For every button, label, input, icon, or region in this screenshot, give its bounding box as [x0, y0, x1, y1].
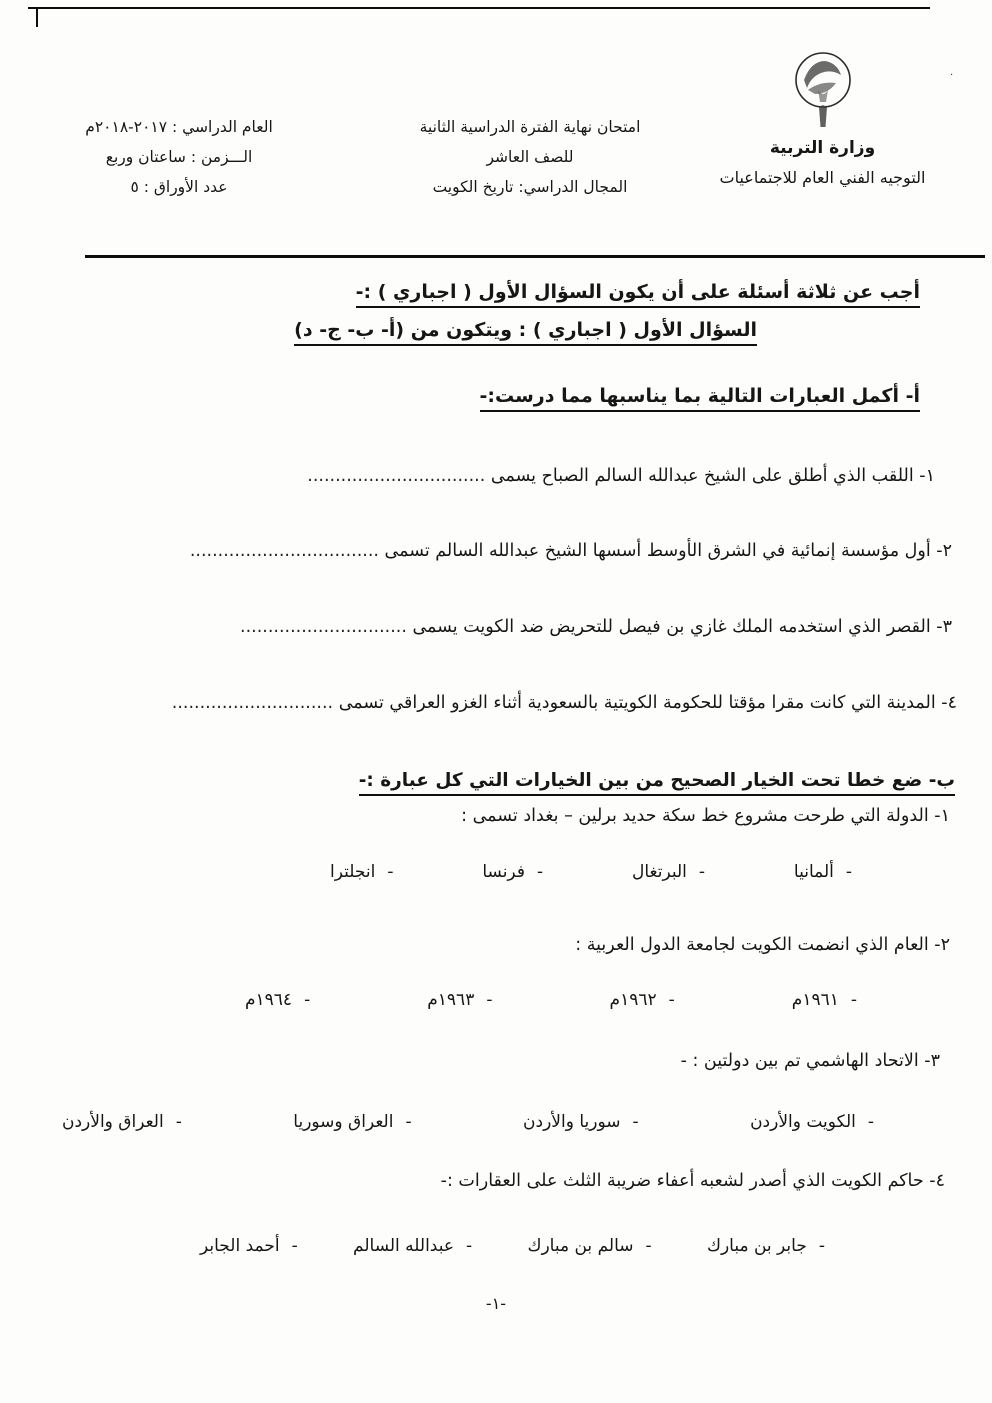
fill-question-3-blank: ..............................: [240, 617, 407, 637]
fill-question-4: [172, 693, 957, 713]
option: [610, 990, 675, 1010]
option: [527, 1236, 651, 1256]
exam-subject: المجال الدراسي: تاريخ الكويت: [432, 178, 628, 197]
option: [794, 862, 852, 882]
option-dash: -: [845, 862, 852, 882]
option-dash: -: [818, 1236, 825, 1256]
fill-question-2-blank: ..................................: [189, 541, 379, 561]
choice-question-3-options: [62, 1112, 874, 1132]
option: [523, 1112, 639, 1132]
sheet-count: عدد الأوراق : ٥: [130, 178, 228, 197]
exam-grade: للصف العاشر: [486, 148, 574, 167]
fill-question-2: [190, 541, 952, 561]
section-a-heading: أ- أكمل العبارات التالية بما يناسبها مما درست:-: [480, 385, 920, 412]
option-dash: -: [387, 862, 394, 882]
page-number: -١-: [485, 1294, 507, 1313]
option-label: انجلترا: [330, 862, 376, 882]
option-label: ١٩٦١م: [791, 990, 839, 1010]
fill-question-1-text: ١- اللقب الذي أطلق على الشيخ عبدالله السالم الصباح يسمى: [485, 466, 935, 486]
option-dash: -: [536, 862, 544, 882]
option-label: أحمد الجابر: [200, 1236, 280, 1256]
kuwait-emblem-logo: [792, 50, 854, 132]
option-label: سوريا والأردن: [523, 1112, 621, 1132]
fill-question-1: [307, 466, 935, 486]
option-label: سالم بن مبارك: [527, 1236, 634, 1256]
header-exam-block: [385, 112, 675, 203]
top-border-tick: [36, 7, 38, 27]
choice-question-4-text: ٤- حاكم الكويت الذي أصدر لشعبه أعفاء ضريبة الثلث على العقارات :-: [440, 1171, 945, 1191]
exam-title: امتحان نهاية الفترة الدراسية الثانية: [419, 118, 641, 136]
option: [62, 1112, 182, 1132]
fill-question-3: [240, 617, 952, 637]
option-label: البرتغال: [631, 862, 687, 882]
choice-question-1-options: [330, 862, 852, 882]
top-border-line: [28, 7, 930, 9]
option-label: العراق وسوريا: [293, 1112, 394, 1132]
option-label: ١٩٦٢م: [609, 990, 657, 1010]
fill-question-4-blank: .............................: [171, 693, 334, 713]
option-label: العراق والأردن: [62, 1112, 164, 1132]
option: [353, 1236, 472, 1256]
option-dash: -: [668, 990, 675, 1010]
option-label: الكويت والأردن: [750, 1112, 856, 1132]
option-label: فرنسا: [482, 862, 525, 882]
choice-question-2-text: ٢- العام الذي انضمت الكويت لجامعة الدول العربية :: [575, 935, 950, 955]
option-dash: -: [175, 1112, 182, 1132]
option: [792, 990, 857, 1010]
choice-question-1-text: ١- الدولة التي طرحت مشروع خط سكة حديد برلين – بغداد تسمى :: [461, 806, 950, 826]
option: [200, 1236, 298, 1256]
choice-question-3-text: ٣- الاتحاد الهاشمي تم بين دولتين : -: [680, 1051, 940, 1071]
option-dash: -: [850, 990, 857, 1010]
option: [750, 1112, 874, 1132]
instruction-line-1: أجب عن ثلاثة أسئلة على أن يكون السؤال الأول ( اجباري ) :-: [356, 281, 920, 308]
ministry-name: وزارة التربية: [769, 138, 876, 158]
option-dash: -: [405, 1112, 412, 1132]
option-label: عبدالله السالم: [353, 1236, 455, 1256]
header-ministry-block: [665, 50, 980, 192]
option: [482, 862, 543, 882]
choice-question-4-options: [200, 1236, 825, 1256]
fill-question-1-blank: ................................: [307, 466, 486, 486]
option: [293, 1112, 411, 1132]
option: [632, 862, 705, 882]
option-label: ١٩٦٤م: [245, 990, 293, 1010]
option-dash: -: [486, 990, 493, 1010]
option: [427, 990, 492, 1010]
option-dash: -: [632, 1112, 639, 1132]
instruction-line-2: السؤال الأول ( اجباري ) : ويتكون من (أ- ب- ج- د): [294, 319, 757, 346]
option-dash: -: [867, 1112, 874, 1132]
section-b-heading: ب- ضع خطا تحت الخيار الصحيح من بين الخيارات التي كل عبارة :-: [359, 770, 955, 796]
header-divider-line: [85, 255, 985, 258]
scan-speck: ·: [950, 70, 954, 81]
option-dash: -: [291, 1236, 298, 1256]
ministry-department: التوجيه الفني العام للاجتماعيات: [719, 167, 926, 187]
header-meta-block: [48, 112, 310, 203]
option-label: جابر بن مبارك: [706, 1236, 807, 1256]
school-year: العام الدراسي : ٢٠١٧-٢٠١٨م: [85, 118, 273, 136]
fill-question-4-text: ٤- المدينة التي كانت مقرا مؤقتا للحكومة الكويتية بالسعودية أثناء الغزو العراقي تسمى: [333, 693, 957, 713]
fill-question-2-text: ٢- أول مؤسسة إنمائية في الشرق الأوسط أسسها الشيخ عبدالله السالم تسمى: [378, 541, 952, 561]
option-dash: -: [698, 862, 706, 882]
option: [707, 1236, 825, 1256]
option: [245, 990, 310, 1010]
option-label: ١٩٦٣م: [427, 990, 475, 1010]
choice-question-2-options: [245, 990, 857, 1010]
option-label: ألمانيا: [793, 862, 834, 882]
option-dash: -: [645, 1236, 652, 1256]
fill-question-3-text: ٣- القصر الذي استخدمه الملك غازي بن فيصل للتحريض ضد الكويت يسمى: [406, 617, 952, 637]
option-dash: -: [304, 990, 311, 1010]
option-dash: -: [466, 1236, 473, 1256]
exam-duration: الـــزمن : ساعتان وربع: [105, 148, 253, 167]
option: [330, 862, 393, 882]
